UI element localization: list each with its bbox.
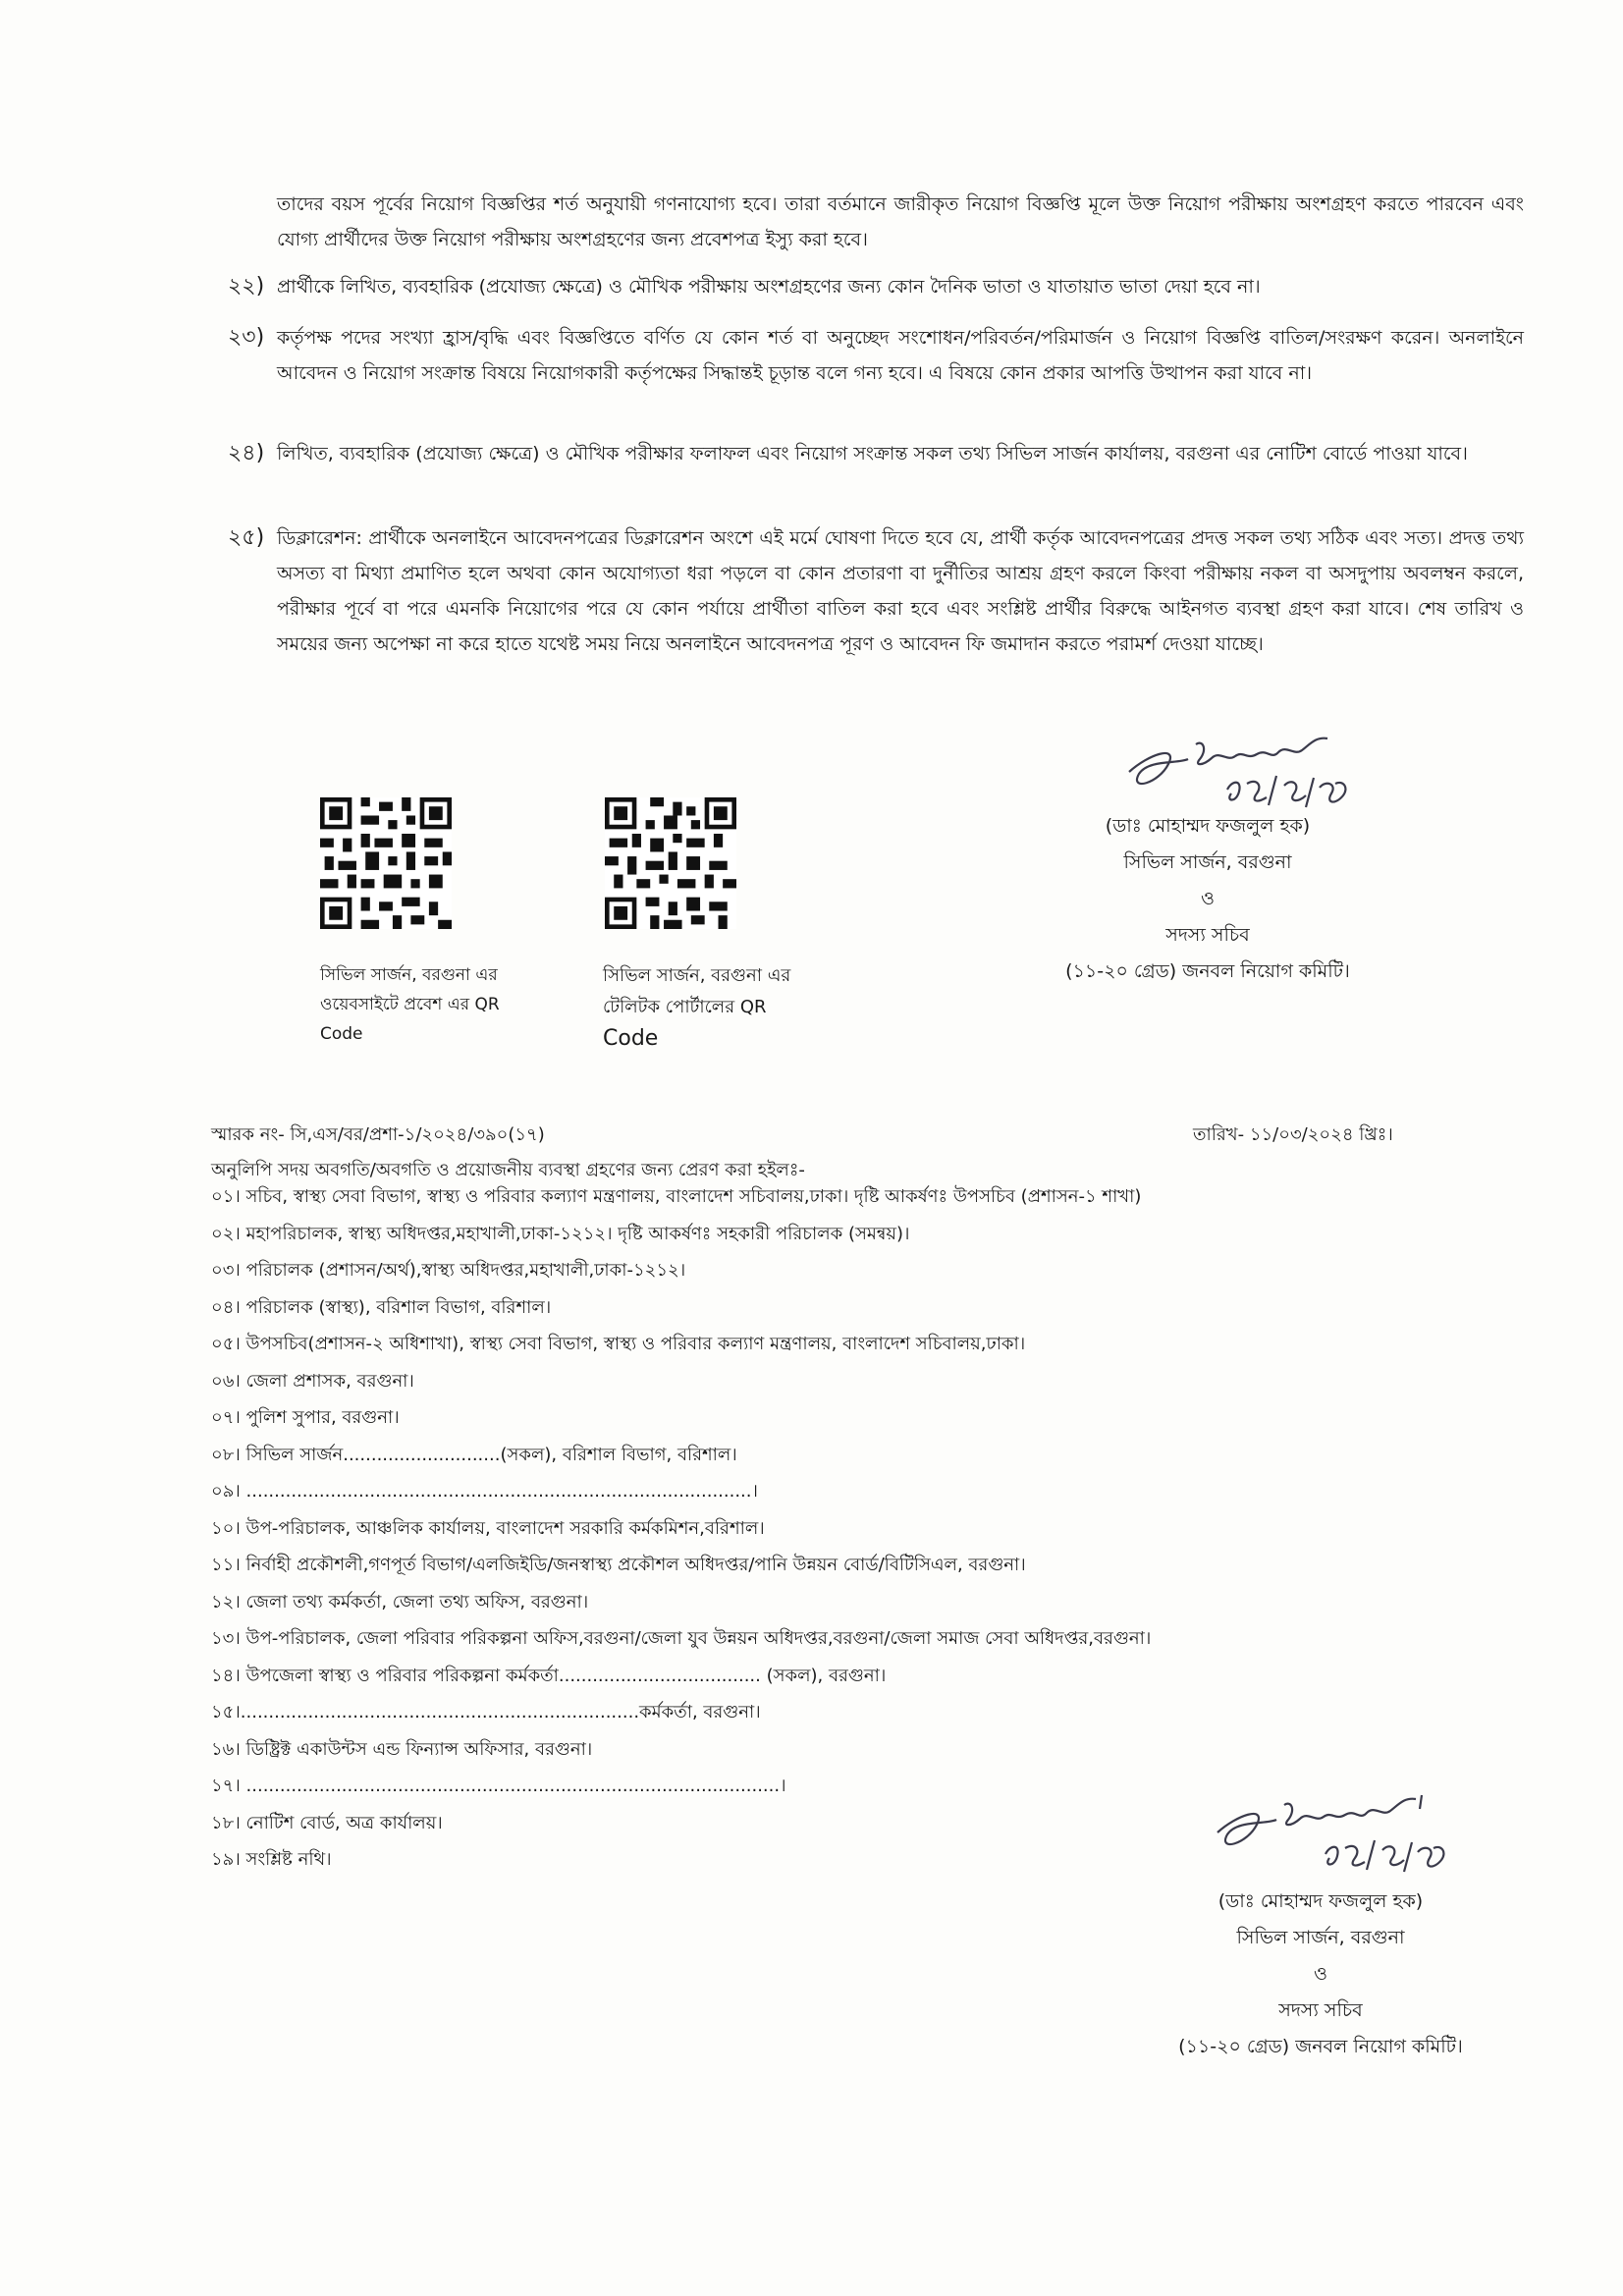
cc-list bbox=[211, 1178, 1429, 1879]
clause-25 bbox=[228, 520, 1524, 662]
signer-name: (ডাঃ মোহাম্মদ ফজলুল হক) bbox=[1105, 815, 1311, 837]
list-item: ১১। নির্বাহী প্রকৌশলী,গণপূর্ত বিভাগ/এলজিইডি/জনস্বাস্থ্য প্রকৌশল অধিদপ্তর/পানি উন্নয়ন বোর্ড/বিটিসিএল, বরগুনা। bbox=[211, 1555, 1026, 1575]
list-item: ১৩। উপ-পরিচালক, জেলা পরিবার পরিকল্পনা অফিস,বরগুনা/জেলা যুব উন্নয়ন অধিদপ্তর,বরগুনা/জেলা সমাজ সেবা অধিদপ্তর,বরগুনা। bbox=[211, 1628, 1152, 1649]
clause-number: ২৩) bbox=[228, 325, 265, 350]
list-item: ১৬। ডিষ্ট্রিক্ট একাউন্টস এন্ড ফিন্যান্স অফিসার, বরগুনা। bbox=[211, 1738, 593, 1760]
list-item: ১২। জেলা তথ্য কর্মকর্তা, জেলা তথ্য অফিস, বরগুনা। bbox=[211, 1591, 589, 1613]
list-item: ১৫।.......................................................................কর্মকর্তা, বরগুনা। bbox=[211, 1702, 761, 1722]
qr-caption-website: সিভিল সার্জন, বরগুনা এর ওয়েবসাইটে প্রবেশ এর QR Code bbox=[320, 965, 500, 1044]
clause-text: লিখিত, ব্যবহারিক (প্রযোজ্য ক্ষেত্রে) ও মৌখিক পরীক্ষার ফলাফল এবং নিয়োগ সংক্রান্ত সকল তথ্য সিভিল সার্জন কার্যালয়, বরগুনা এর নোটিশ বোর্ডে পাওয়া যাবে। bbox=[277, 443, 1468, 465]
signer-role: সদস্য সচিব bbox=[1165, 924, 1250, 946]
list-item: ০৮। সিভিল সার্জন............................(সকল), বরিশাল বিভাগ, বরিশাল। bbox=[211, 1444, 737, 1465]
clause-number: ২৪) bbox=[228, 441, 265, 465]
clause-number: ২২) bbox=[228, 274, 265, 299]
cc-intro: অনুলিপি সদয় অবগতি/অবগতি ও প্রয়োজনীয় ব্যবস্থা গ্রহণের জন্য প্রেরণ করা হইলঃ- bbox=[211, 1160, 805, 1180]
list-item: ১৭। ...............................................................................................। bbox=[211, 1776, 786, 1796]
signature-block-1 bbox=[1001, 808, 1414, 990]
list-item: ১০। উপ-পরিচালক, আঞ্চলিক কার্যালয়, বাংলাদেশ সরকারি কর্মকমিশন,বরিশাল। bbox=[211, 1517, 765, 1539]
signer-conjunction: ও bbox=[1201, 888, 1215, 909]
clause-23 bbox=[228, 320, 1524, 391]
qr-code-website-icon bbox=[320, 797, 452, 929]
clause-text: প্রার্থীকে লিখিত, ব্যবহারিক (প্রযোজ্য ক্ষেত্রে) ও মৌখিক পরীক্ষায় অংশগ্রহণের জন্য কোন দৈনিক ভাতা ও যাতায়াত ভাতা দেয়া হবে না। bbox=[277, 276, 1261, 298]
handwritten-signature bbox=[1109, 715, 1404, 823]
list-item: ০৭। পুলিশ সুপার, বরগুনা। bbox=[211, 1407, 400, 1428]
clause-text: ডিক্লারেশন: প্রার্থীকে অনলাইনে আবেদনপত্রের ডিক্লারেশন অংশে এই মর্মে ঘোষণা দিতে হবে যে, প্রার্থী কর্তৃক আবেদনপত্রের প্রদত্ত সকল তথ্য সঠিক এবং সত্য। প্রদত্ত তথ্য অসত্য বা মিথ্যা প্রমাণিত হলে অথবা কোন অযোগ্যতা ধরা পড়লে বা কোন প্রতারণা বা দুর্নীতির আশ্রয় গ্রহণ করলে কিংবা পরীক্ষায় নকল বা অসদুপায় অবলম্বন করলে, পরীক্ষার পূর্বে বা পরে এমনকি নিয়োগের পরে যে কোন পর্যায়ে প্রার্থীতা বাতিল করা হবে এবং সংশ্লিষ্ট প্রার্থীর বিরুদ্ধে আইনগত ব্যবস্থা গ্রহণ করা যাবে। শেষ তারিখ ও সময়ের জন্য অপেক্ষা না করে হাতে যথেষ্ট সময় নিয়ে অনলাইনে আবেদনপত্র পূরণ ও আবেদন ফি জমাদান করতে পরামর্শ দেওয়া যাচ্ছে। bbox=[277, 527, 1524, 655]
list-item: ০১। সচিব, স্বাস্থ্য সেবা বিভাগ, স্বাস্থ্য ও পরিবার কল্যাণ মন্ত্রণালয়, বাংলাদেশ সচিবালয়,ঢাকা। দৃষ্টি আকর্ষণঃ উপসচিব (প্রশাসন-১ শাখা) bbox=[211, 1186, 1142, 1207]
signer-role: সদস্য সচিব bbox=[1278, 1999, 1363, 2021]
list-item: ০৬। জেলা প্রশাসক, বরগুনা। bbox=[211, 1370, 414, 1392]
list-item: ০২। মহাপরিচালক, স্বাস্থ্য অধিদপ্তর,মহাখালী,ঢাকা-১২১২। দৃষ্টি আকর্ষণঃ সহকারী পরিচালক (সমন্বয়)। bbox=[211, 1223, 910, 1244]
signer-committee: (১১-২০ গ্রেড) জনবল নিয়োগ কমিটি। bbox=[1065, 960, 1350, 982]
qr-code-teletalk-icon bbox=[605, 797, 736, 929]
memo-date: তারিখ- ১১/০৩/২০২৪ খ্রিঃ। bbox=[1193, 1124, 1393, 1145]
intro-paragraph: তাদের বয়স পূর্বের নিয়োগ বিজ্ঞপ্তির শর্ত অনুযায়ী গণনাযোগ্য হবে। তারা বর্তমানে জারীকৃত নিয়োগ বিজ্ঞপ্তি মূলে উক্ত নিয়োগ পরীক্ষায় অংশগ্রহণ করতে পারবেন এবং যোগ্য প্রার্থীদের উক্ত নিয়োগ পরীক্ষায় অংশগ্রহণের জন্য প্রবেশপত্র ইস্যু করা হবে। bbox=[277, 193, 1524, 250]
signer-conjunction: ও bbox=[1314, 1963, 1327, 1985]
signer-name: (ডাঃ মোহাম্মদ ফজলুল হক) bbox=[1217, 1890, 1424, 1912]
signer-designation: সিভিল সার্জন, বরগুনা bbox=[1123, 851, 1292, 873]
list-item: ০৪। পরিচালক (স্বাস্থ্য), বরিশাল বিভাগ, বরিশাল। bbox=[211, 1296, 552, 1318]
handwritten-signature bbox=[1198, 1776, 1512, 1884]
clause-24 bbox=[228, 436, 1524, 471]
signer-committee: (১১-২০ গ্রেড) জনবল নিয়োগ কমিটি। bbox=[1178, 2036, 1463, 2057]
list-item: ০৫। উপসচিব(প্রশাসন-২ অধিশাখা), স্বাস্থ্য সেবা বিভাগ, স্বাস্থ্য ও পরিবার কল্যাণ মন্ত্রণালয়, বাংলাদেশ সচিবালয়,ঢাকা। bbox=[211, 1334, 1026, 1354]
qr-caption-teletalk: সিভিল সার্জন, বরগুনা এর টেলিটক পোর্টালের QR Code bbox=[603, 965, 791, 1051]
list-item: ১৮। নোটিশ বোর্ড, অত্র কার্যালয়। bbox=[211, 1812, 443, 1833]
memo-reference: স্মারক নং- সি,এস/বর/প্রশা-১/২০২৪/৩৯০(১৭) bbox=[211, 1124, 545, 1145]
list-item: ০৩। পরিচালক (প্রশাসন/অর্থ),স্বাস্থ্য অধিদপ্তর,মহাখালী,ঢাকা-১২১২। bbox=[211, 1260, 686, 1281]
list-item: ১৪। উপজেলা স্বাস্থ্য ও পরিবার পরিকল্পনা কর্মকর্তা.................................... (সকল), বরগুনা। bbox=[211, 1665, 887, 1686]
signer-designation: সিভিল সার্জন, বরগুনা bbox=[1236, 1927, 1405, 1948]
clause-text: কর্তৃপক্ষ পদের সংখ্যা হ্রাস/বৃদ্ধি এবং বিজ্ঞপ্তিতে বর্ণিত যে কোন শর্ত বা অনুচ্ছেদ সংশোধন/পরিবর্তন/পরিমার্জন ও নিয়োগ বিজ্ঞপ্তি বাতিল/সংরক্ষণ করেন। অনলাইনে আবেদন ও নিয়োগ সংক্রান্ত বিষয়ে নিয়োগকারী কর্তৃপক্ষের সিদ্ধান্তই চূড়ান্ত বলে গন্য হবে। এ বিষয়ে কোন প্রকার আপত্তি উত্থাপন করা যাবে না। bbox=[277, 327, 1524, 384]
clause-22 bbox=[228, 269, 1524, 304]
list-item: ১৯। সংশ্লিষ্ট নথি। bbox=[211, 1849, 332, 1870]
clause-number: ২৫) bbox=[228, 525, 265, 550]
signature-block-2 bbox=[1119, 1884, 1522, 2065]
list-item: ০৯। ..........................................................................................। bbox=[211, 1481, 758, 1502]
